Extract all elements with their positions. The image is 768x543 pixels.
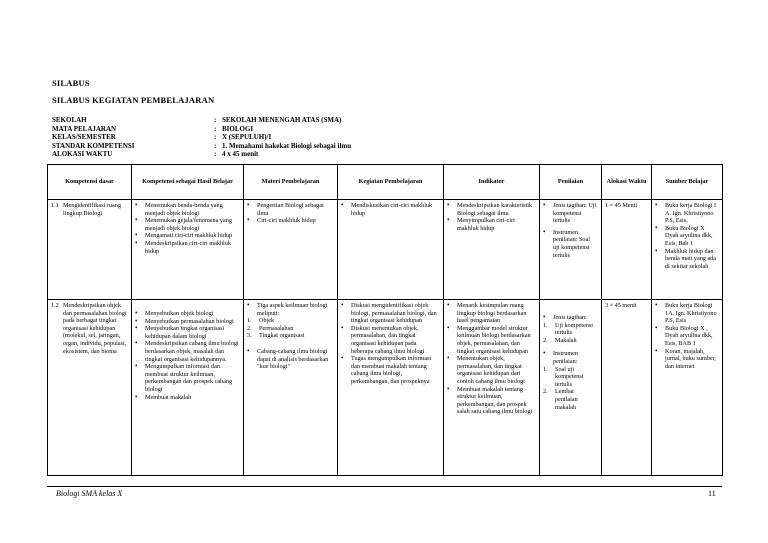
list-item: • Pengertian Biologi sebagai ilmu: [247, 202, 334, 217]
header-penilaian: Penilaian: [540, 165, 602, 200]
cell-materi: [244, 200, 338, 300]
materi-sub-item: 1. Objek: [247, 317, 275, 325]
penilaian-sub-text: Lembar penilaian makalah: [555, 388, 578, 411]
meta-row-kelas: [52, 133, 351, 142]
list-item: • Diskusi mengidentifikasi objek biologi, permasalahan biologi, dan tingkat organisasi kehidupan: [341, 302, 440, 325]
cell-alokasi: 3 × 45 menit: [602, 300, 652, 476]
cell-penilaian: [540, 200, 602, 300]
cell-sumber: [652, 300, 723, 476]
kd-number: 1.1: [51, 202, 59, 209]
cell-kd: [48, 300, 132, 476]
meta-colon: :: [214, 116, 217, 124]
meta-key: ALOKASI WAKTU: [52, 150, 113, 159]
list-item: • Menemukan benda-benda yang menjadi objek biologi: [135, 202, 240, 217]
list-item: • Instrumen penilaian:: [543, 350, 598, 365]
syllabus-table: [47, 164, 723, 476]
meta-key: MATA PELAJARAN: [52, 124, 117, 133]
page-number: 11: [708, 489, 716, 498]
penilaian-sub-item: 1. Uji kompetensi tertulis: [543, 322, 598, 337]
cell-kegiatan: [338, 300, 444, 476]
meta-colon: :: [214, 141, 217, 150]
meta-row-standar: [52, 142, 351, 151]
list-item: • Mendeskripsikan ciri-ciri makhluk hidup: [135, 240, 240, 255]
list-item: • Makhluk hidup dan benda mati yang ada di sekitar sekolah: [655, 248, 719, 271]
table-row: [48, 300, 723, 476]
cell-alokasi: 1 × 45 Menit: [602, 200, 652, 300]
list-item: • Jenis tagihan: Uji kompetensi tertulis: [543, 202, 598, 225]
metadata-block: [52, 116, 351, 159]
cell-kegiatan: [338, 200, 444, 300]
list-item: • Instrumen penilaian: Soal uji kompetensi tertulis: [543, 229, 598, 259]
penilaian-sub-text: Makalah: [555, 336, 577, 344]
penilaian-sub-text: Uji kompetensi tertulis: [555, 321, 593, 337]
meta-row-alokasi: [52, 150, 351, 159]
cell-kompetensi: [132, 300, 244, 476]
meta-colon: :: [214, 133, 217, 142]
materi-sub-text: Objek: [259, 317, 275, 325]
list-item: • Jenis tagihan:: [543, 314, 598, 322]
cell-sumber: [652, 200, 723, 300]
footer-label: Biologi SMA kelas X: [56, 489, 123, 498]
cell-indikator: [444, 200, 540, 300]
list-item: • Membuat makalah tentang struktur keilmuan, perkembangan, dan prospek salah satu cabang ilmu biologi: [447, 386, 536, 416]
list-item: • Mengamati ciri-ciri makhluk hidup: [135, 232, 240, 240]
meta-value: BIOLOGI: [222, 124, 254, 133]
list-item: • Diskusi menentukan objek, permasalahan, dan tingkat organisasi kehidupan pada beberapa cabang ilmu biologi: [341, 325, 440, 355]
table-header-row: [48, 165, 723, 200]
list-item: • Membuat makalah: [135, 394, 240, 402]
penilaian-sub-item: 2. Lembar penilaian makalah: [543, 388, 598, 411]
meta-key: STANDAR KOMPETENSI: [52, 141, 135, 150]
cell-kd: [48, 200, 132, 300]
cell-materi: [244, 300, 338, 476]
table-row: [48, 200, 723, 300]
list-item: • Menyebutkan tingkat organisasi kehidupan dalam biologi: [135, 325, 240, 340]
list-item: • Menentukan objek, permasalahan, dan tingkat organisasi kehidupan dari contoh cabang ilmu biologi: [447, 355, 536, 385]
footer-divider: [47, 486, 722, 487]
kd-text: Mengidentifikasi ruang lingkup Biologi: [63, 202, 121, 217]
list-item: • Menyimpulkan ciri-ciri makhluk hidup: [447, 217, 536, 232]
list-item: • Ciri-ciri makhluk hidup: [247, 217, 334, 225]
list-item: • Tugas mengumpulkan informasi dan membuat makalah tentang cabang ilmu biologi, perkembangan, dan prospeknya: [341, 355, 440, 385]
list-item: • Mendeskripsikan cabang ilmu biologi berdasarkan objek, masalah dan tingkat organisasi kehidupannya.: [135, 340, 240, 363]
meta-key: KELAS/SEMESTER: [52, 133, 116, 142]
list-item: • Buku Biologi X Dyah aryulina dkk, Esis, Bab 1: [655, 225, 719, 248]
materi-sub-item: 2. Permasalahan: [247, 324, 294, 332]
header-sumber: Sumber Belajar: [652, 165, 723, 200]
document-title: SILABUS: [52, 78, 90, 88]
meta-colon: :: [214, 150, 217, 159]
materi-sub-text: Permasalahan: [259, 324, 294, 332]
list-item: • Mendiskusikan ciri-ciri makhluk hidup: [341, 202, 440, 217]
meta-value: 1. Memahami hakekat Biologi sebagai ilmu: [222, 141, 352, 150]
header-kegiatan: Kegiatan Pembelajaran: [338, 165, 444, 200]
meta-value: 4 x 45 menit: [222, 150, 259, 159]
document-subtitle: SILABUS KEGIATAN PEMBELAJARAN: [52, 95, 215, 105]
list-item: • Menggambar model struktur keilmuan biologi berdasarkan objek, permasalahan, dan tingkat organisasi kehidupan: [447, 325, 536, 355]
header-alokasi: Alokasi Waktu: [602, 165, 652, 200]
meta-row-mapel: [52, 125, 351, 134]
kd-text: Mendeskripsikan objek dan permasalahan biologi pada berbagai tingkat organisasi kehidupan (molekul, sel, jaringan, organ, individu, populasi, ekosistem, dan bioma: [63, 302, 127, 355]
header-indikator: Indikator: [444, 165, 540, 200]
kd-number: 1.2: [51, 302, 59, 309]
penilaian-sub-item: 1. Soal uji kompetensi tertulis: [543, 366, 598, 389]
list-item: • Menarik kesimpulan ruang lingkup biologi berdasarkan hasil pengamatan: [447, 302, 536, 325]
cell-kompetensi: [132, 200, 244, 300]
header-kompetensi-hasil: Kompetensi sebagai Hasil Belajar: [132, 165, 244, 200]
materi-sub-text: Tingkat organisasi: [259, 332, 305, 340]
meta-value: SEKOLAH MENENGAH ATAS (SMA): [222, 116, 342, 124]
list-item: • Mendeskripsikan karakteristik Biologi sebagai ilmu: [447, 202, 536, 217]
header-kompetensi-dasar: Kompetensi dasar: [48, 165, 132, 200]
header-materi: Materi Pembelajaran: [244, 165, 338, 200]
penilaian-sub-text: Soal uji kompetensi tertulis: [555, 365, 584, 388]
list-item: • Buku kerja Biologi I A. Ign. Khristiyono P.S, Esis,: [655, 202, 719, 225]
list-item: • Tiga aspek keilmuan biologi meliputi:: [247, 302, 334, 317]
list-item: • Koran, majalah, jurnal, buku sumber, dan internet: [655, 348, 719, 371]
list-item: • Menyebutkan objek biologi: [135, 310, 240, 318]
list-item: • Menyebutkan permasalahan biologi: [135, 318, 240, 326]
cell-indikator: [444, 300, 540, 476]
penilaian-sub-item: 2. Makalah: [543, 336, 577, 344]
meta-row-sekolah: [52, 116, 351, 125]
cell-penilaian: [540, 300, 602, 476]
meta-key: SEKOLAH: [52, 116, 87, 124]
list-item: • Cabang-cabang ilmu biologi dapat di analisis berdasarkan "kue biologi": [247, 348, 334, 371]
list-item: • Buku kerja Biologi 1A. Ign. Khristiyono P.S, Esis: [655, 302, 719, 325]
meta-value: X (SEPULUH)/I: [222, 133, 272, 142]
list-item: • Buku Biologi X , Dyah aryulina dkk, Esis, BAB 1: [655, 325, 719, 348]
materi-sub-item: 3. Tingkat organisasi: [247, 332, 305, 340]
list-item: • Menemukan gejala/fenomena yang menjadi objek biologi: [135, 217, 240, 232]
meta-colon: :: [214, 124, 217, 133]
list-item: • Mengumpulkan informasi dan membuat struktur keilmuan, perkembangan dan prospek cabang biologi: [135, 363, 240, 393]
